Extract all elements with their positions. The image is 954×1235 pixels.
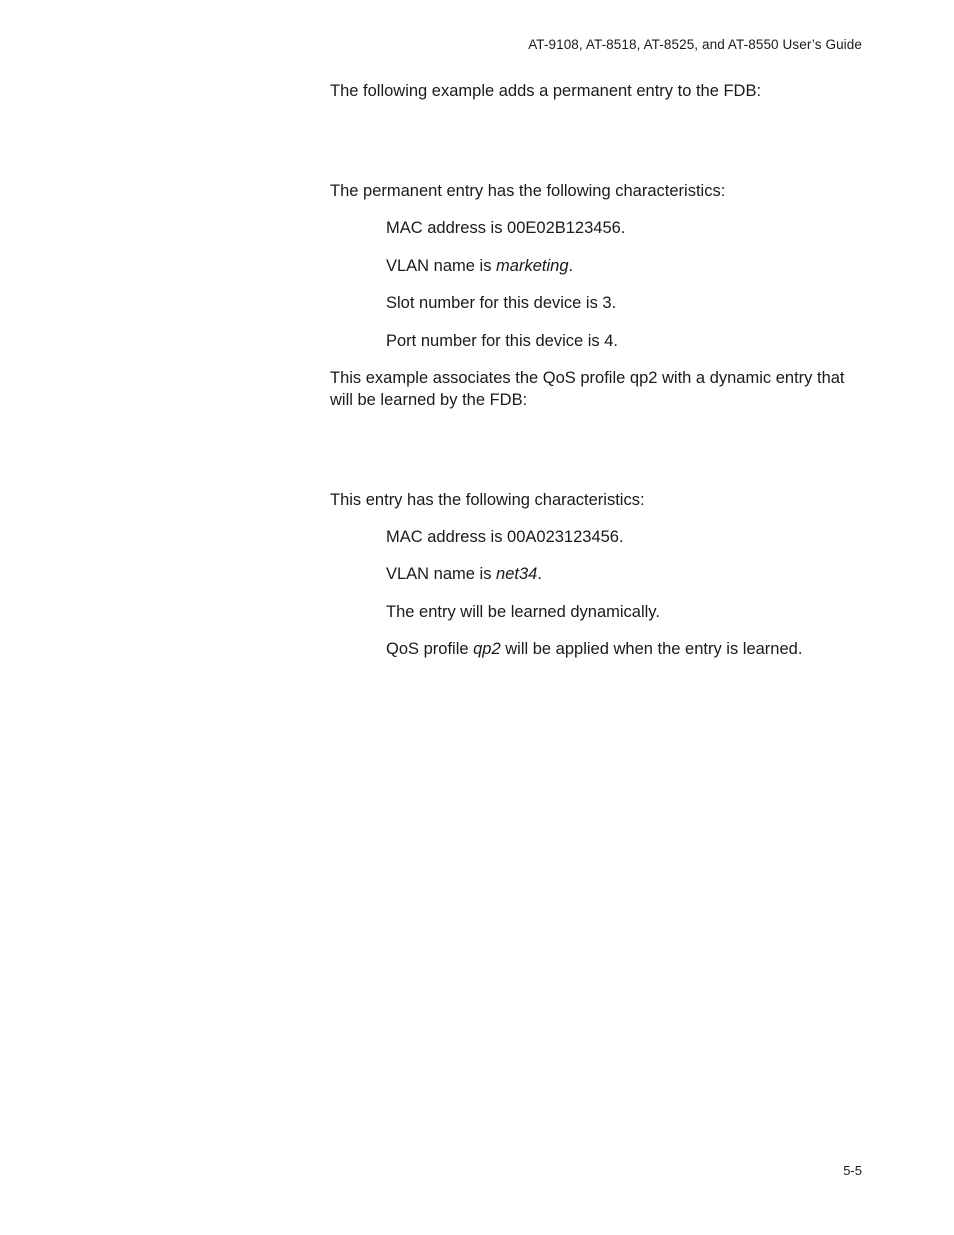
section1-item-mac-text: MAC address is 00E02B123456.: [386, 219, 626, 237]
section2-item-qos: [386, 638, 856, 660]
section2-item-vlan-prefix: VLAN name is: [386, 565, 497, 583]
section2-intro: This example associates the QoS profile qp2 with a dynamic entry that will be learned by the FDB:: [330, 369, 845, 409]
section1-item-vlan: [386, 255, 856, 277]
section2-item-qos-profile: qp2: [473, 640, 501, 658]
section2-item-mac-text: MAC address is 00A023123456.: [386, 528, 624, 546]
section1-item-mac: [386, 217, 856, 239]
section1-characteristics-intro: The permanent entry has the following characteristics:: [330, 182, 726, 200]
section2-item-learning: [386, 601, 856, 623]
section2-item-vlan-name: net34: [496, 565, 538, 583]
section1-item-port: [386, 330, 856, 352]
section2-item-learning-text: The entry will be learned dynamically.: [386, 603, 660, 621]
section1-intro: The following example adds a permanent entry to the FDB:: [330, 82, 762, 100]
section1-item-port-text: Port number for this device is 4.: [386, 332, 619, 350]
section2-item-qos-prefix: QoS profile: [386, 640, 474, 658]
section2-item-vlan-suffix: .: [537, 565, 542, 583]
section1-item-vlan-suffix: .: [568, 257, 574, 275]
section1-item-slot-text: Slot number for this device is 3.: [386, 294, 617, 312]
section2-item-qos-suffix: will be applied when the entry is learned.: [500, 640, 803, 658]
section1-item-slot: [386, 292, 856, 314]
section2-item-vlan: [386, 563, 856, 585]
page-number: 5-5: [843, 1163, 862, 1178]
section2-item-mac: [386, 526, 856, 548]
running-header: AT-9108, AT-8518, AT-8525, and AT-8550 User’s Guide: [528, 37, 862, 52]
section2-characteristics-intro: This entry has the following characteristics:: [330, 491, 645, 509]
section1-item-vlan-name: marketing: [496, 257, 569, 275]
section1-item-vlan-prefix: VLAN name is: [386, 257, 497, 275]
